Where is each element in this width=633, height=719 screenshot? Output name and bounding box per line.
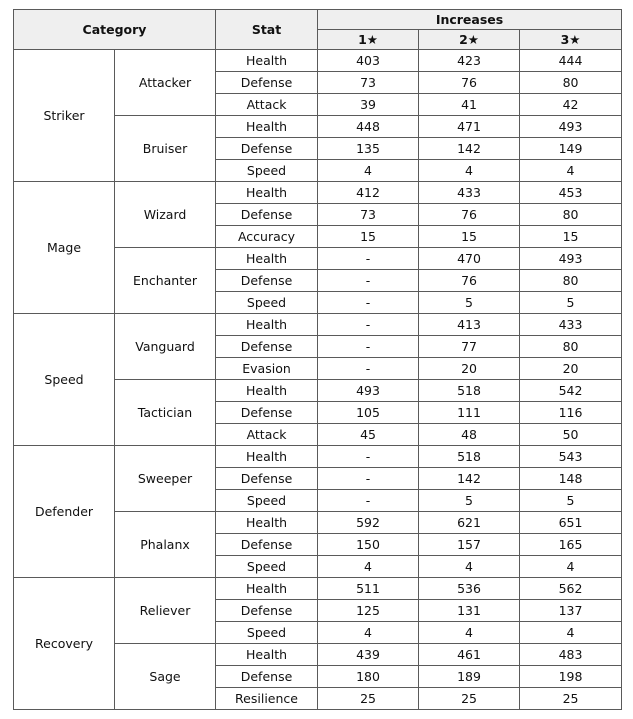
value-cell-3star: 80 xyxy=(520,72,622,94)
value-cell-2star: 142 xyxy=(419,138,520,160)
stat-cell: Health xyxy=(216,50,318,72)
subclass-cell: Reliever xyxy=(115,578,216,644)
table-body xyxy=(14,50,622,710)
value-cell-1star: 150 xyxy=(318,534,419,556)
stat-header: Stat xyxy=(216,10,318,50)
value-cell-1star: 73 xyxy=(318,204,419,226)
value-cell-3star: 148 xyxy=(520,468,622,490)
stat-cell: Health xyxy=(216,578,318,600)
value-cell-3star: 15 xyxy=(520,226,622,248)
value-cell-2star: 518 xyxy=(419,446,520,468)
stat-cell: Health xyxy=(216,314,318,336)
stat-cell: Speed xyxy=(216,622,318,644)
value-cell-1star: 592 xyxy=(318,512,419,534)
value-cell-1star: 105 xyxy=(318,402,419,424)
stat-cell: Health xyxy=(216,182,318,204)
subclass-cell: Wizard xyxy=(115,182,216,248)
value-cell-3star: 25 xyxy=(520,688,622,710)
value-cell-3star: 80 xyxy=(520,336,622,358)
value-cell-1star: - xyxy=(318,446,419,468)
value-cell-1star: 125 xyxy=(318,600,419,622)
value-cell-3star: 4 xyxy=(520,556,622,578)
value-cell-2star: 470 xyxy=(419,248,520,270)
stat-cell: Defense xyxy=(216,666,318,688)
value-cell-1star: - xyxy=(318,336,419,358)
value-cell-1star: - xyxy=(318,292,419,314)
stat-cell: Defense xyxy=(216,204,318,226)
star-2-header: 2★ xyxy=(419,30,520,50)
stat-cell: Resilience xyxy=(216,688,318,710)
class-cell: Mage xyxy=(14,182,115,314)
value-cell-3star: 137 xyxy=(520,600,622,622)
value-cell-2star: 142 xyxy=(419,468,520,490)
star-3-header: 3★ xyxy=(520,30,622,50)
category-header: Category xyxy=(14,10,216,50)
table-row xyxy=(14,314,622,336)
class-cell: Defender xyxy=(14,446,115,578)
stat-cell: Accuracy xyxy=(216,226,318,248)
value-cell-2star: 48 xyxy=(419,424,520,446)
table-row xyxy=(14,446,622,468)
class-cell: Striker xyxy=(14,50,115,182)
value-cell-3star: 651 xyxy=(520,512,622,534)
stat-cell: Defense xyxy=(216,72,318,94)
stat-cell: Defense xyxy=(216,600,318,622)
value-cell-3star: 80 xyxy=(520,204,622,226)
value-cell-3star: 80 xyxy=(520,270,622,292)
value-cell-2star: 4 xyxy=(419,556,520,578)
stat-cell: Evasion xyxy=(216,358,318,380)
value-cell-3star: 149 xyxy=(520,138,622,160)
value-cell-2star: 77 xyxy=(419,336,520,358)
value-cell-1star: - xyxy=(318,270,419,292)
stat-cell: Defense xyxy=(216,402,318,424)
value-cell-2star: 5 xyxy=(419,292,520,314)
value-cell-2star: 536 xyxy=(419,578,520,600)
value-cell-1star: 25 xyxy=(318,688,419,710)
value-cell-3star: 493 xyxy=(520,116,622,138)
table-row xyxy=(14,578,622,600)
value-cell-2star: 20 xyxy=(419,358,520,380)
subclass-cell: Sage xyxy=(115,644,216,710)
stat-cell: Speed xyxy=(216,556,318,578)
stat-increase-table xyxy=(13,9,622,710)
subclass-cell: Tactician xyxy=(115,380,216,446)
value-cell-1star: 403 xyxy=(318,50,419,72)
subclass-cell: Vanguard xyxy=(115,314,216,380)
table-row xyxy=(14,50,622,72)
subclass-cell: Sweeper xyxy=(115,446,216,512)
stat-cell: Defense xyxy=(216,468,318,490)
value-cell-1star: 4 xyxy=(318,622,419,644)
value-cell-3star: 5 xyxy=(520,292,622,314)
stat-cell: Speed xyxy=(216,292,318,314)
subclass-cell: Phalanx xyxy=(115,512,216,578)
value-cell-2star: 189 xyxy=(419,666,520,688)
class-cell: Recovery xyxy=(14,578,115,710)
class-cell: Speed xyxy=(14,314,115,446)
stat-cell: Health xyxy=(216,644,318,666)
value-cell-2star: 76 xyxy=(419,72,520,94)
stat-cell: Health xyxy=(216,116,318,138)
value-cell-1star: 448 xyxy=(318,116,419,138)
stat-cell: Health xyxy=(216,446,318,468)
stat-cell: Defense xyxy=(216,336,318,358)
value-cell-2star: 413 xyxy=(419,314,520,336)
value-cell-1star: 4 xyxy=(318,556,419,578)
value-cell-3star: 116 xyxy=(520,402,622,424)
value-cell-1star: 511 xyxy=(318,578,419,600)
value-cell-3star: 562 xyxy=(520,578,622,600)
value-cell-1star: - xyxy=(318,358,419,380)
value-cell-2star: 157 xyxy=(419,534,520,556)
value-cell-2star: 4 xyxy=(419,622,520,644)
value-cell-2star: 621 xyxy=(419,512,520,534)
value-cell-3star: 543 xyxy=(520,446,622,468)
value-cell-3star: 433 xyxy=(520,314,622,336)
value-cell-2star: 518 xyxy=(419,380,520,402)
value-cell-1star: - xyxy=(318,468,419,490)
stat-cell: Attack xyxy=(216,424,318,446)
value-cell-1star: 412 xyxy=(318,182,419,204)
value-cell-3star: 4 xyxy=(520,622,622,644)
star-1-header: 1★ xyxy=(318,30,419,50)
value-cell-3star: 493 xyxy=(520,248,622,270)
value-cell-2star: 15 xyxy=(419,226,520,248)
value-cell-3star: 20 xyxy=(520,358,622,380)
value-cell-1star: 135 xyxy=(318,138,419,160)
stat-cell: Defense xyxy=(216,270,318,292)
value-cell-3star: 42 xyxy=(520,94,622,116)
value-cell-1star: 180 xyxy=(318,666,419,688)
value-cell-1star: 73 xyxy=(318,72,419,94)
value-cell-3star: 198 xyxy=(520,666,622,688)
value-cell-2star: 461 xyxy=(419,644,520,666)
stat-cell: Attack xyxy=(216,94,318,116)
value-cell-3star: 4 xyxy=(520,160,622,182)
value-cell-1star: - xyxy=(318,248,419,270)
value-cell-2star: 423 xyxy=(419,50,520,72)
value-cell-3star: 165 xyxy=(520,534,622,556)
value-cell-3star: 453 xyxy=(520,182,622,204)
value-cell-3star: 483 xyxy=(520,644,622,666)
value-cell-2star: 76 xyxy=(419,270,520,292)
stat-cell: Speed xyxy=(216,490,318,512)
stat-cell: Health xyxy=(216,512,318,534)
value-cell-2star: 5 xyxy=(419,490,520,512)
value-cell-2star: 25 xyxy=(419,688,520,710)
value-cell-1star: 45 xyxy=(318,424,419,446)
value-cell-2star: 111 xyxy=(419,402,520,424)
value-cell-2star: 433 xyxy=(419,182,520,204)
value-cell-1star: - xyxy=(318,490,419,512)
value-cell-2star: 4 xyxy=(419,160,520,182)
table-row xyxy=(14,182,622,204)
value-cell-1star: 439 xyxy=(318,644,419,666)
value-cell-2star: 76 xyxy=(419,204,520,226)
value-cell-1star: - xyxy=(318,314,419,336)
subclass-cell: Bruiser xyxy=(115,116,216,182)
stat-cell: Health xyxy=(216,248,318,270)
stat-cell: Defense xyxy=(216,138,318,160)
increases-header: Increases xyxy=(318,10,622,30)
subclass-cell: Attacker xyxy=(115,50,216,116)
stat-cell: Health xyxy=(216,380,318,402)
value-cell-2star: 41 xyxy=(419,94,520,116)
stat-cell: Speed xyxy=(216,160,318,182)
value-cell-3star: 444 xyxy=(520,50,622,72)
value-cell-3star: 5 xyxy=(520,490,622,512)
value-cell-2star: 131 xyxy=(419,600,520,622)
value-cell-1star: 4 xyxy=(318,160,419,182)
stat-cell: Defense xyxy=(216,534,318,556)
value-cell-1star: 493 xyxy=(318,380,419,402)
value-cell-3star: 50 xyxy=(520,424,622,446)
value-cell-1star: 39 xyxy=(318,94,419,116)
value-cell-1star: 15 xyxy=(318,226,419,248)
value-cell-3star: 542 xyxy=(520,380,622,402)
subclass-cell: Enchanter xyxy=(115,248,216,314)
value-cell-2star: 471 xyxy=(419,116,520,138)
